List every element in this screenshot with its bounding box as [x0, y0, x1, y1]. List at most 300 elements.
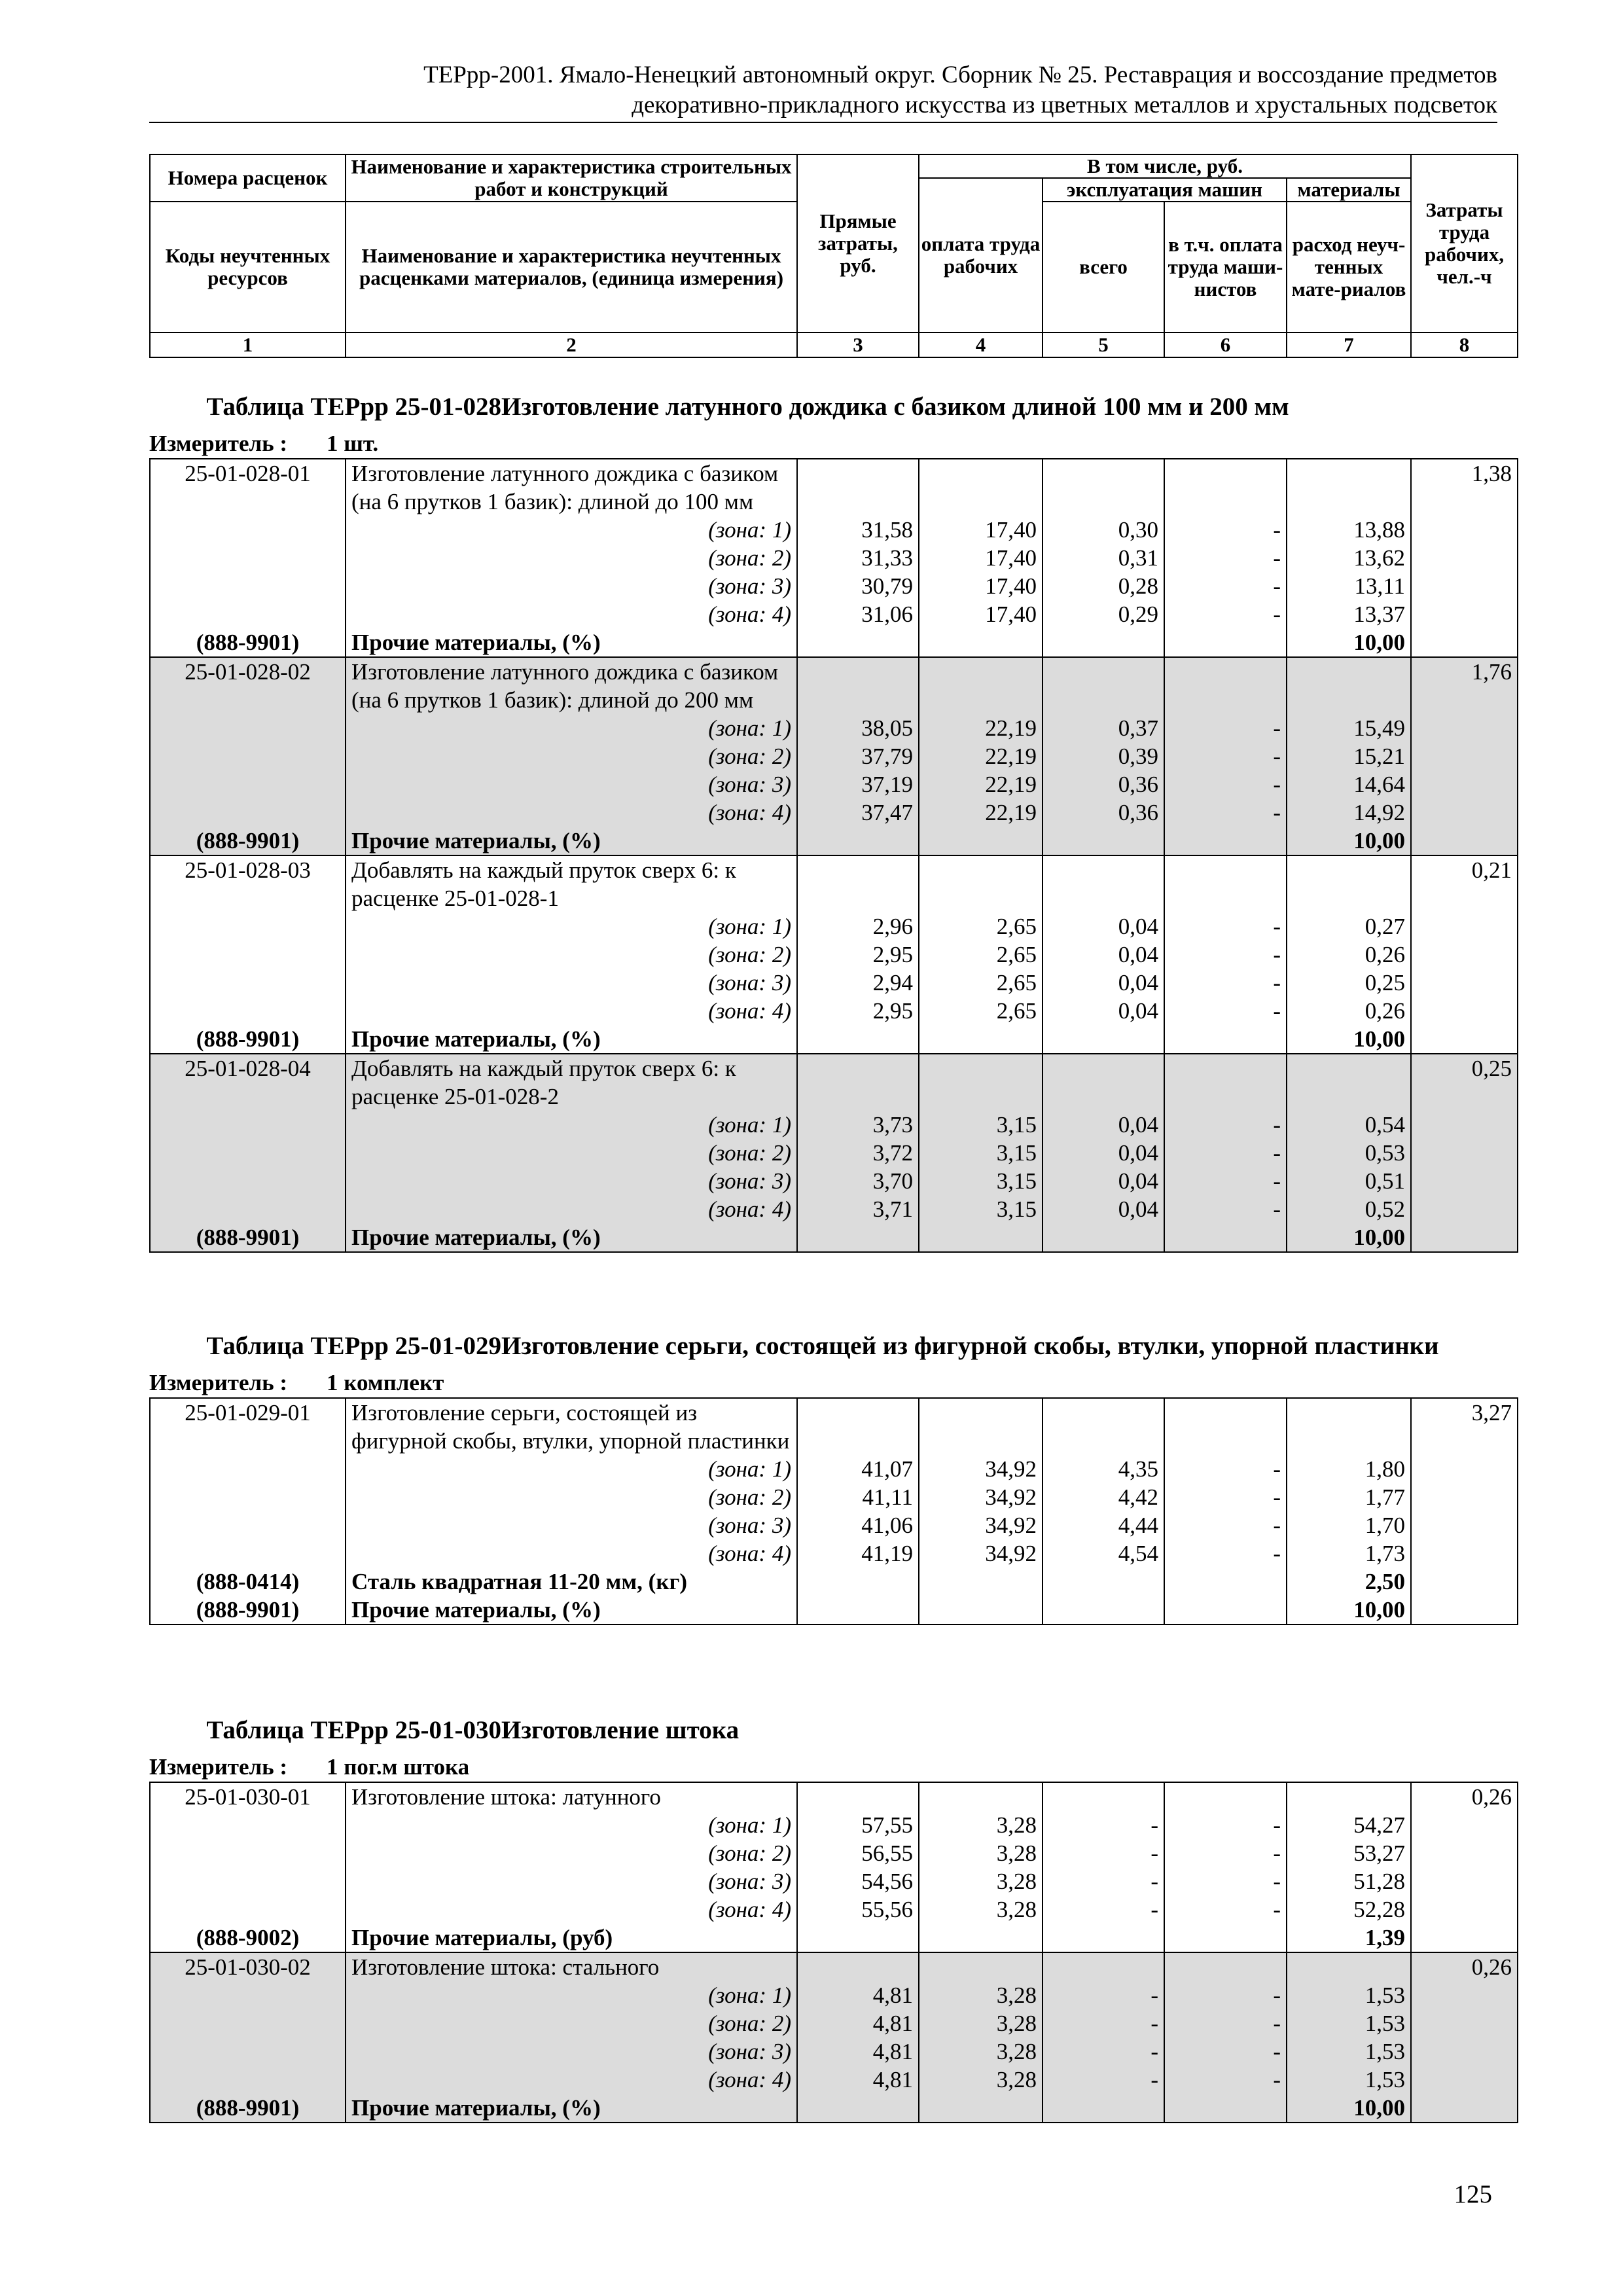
empty-cell — [150, 1867, 346, 1895]
table-heading — [149, 1715, 1497, 1746]
machinist-pay: - — [1164, 2009, 1287, 2037]
page-number: 125 — [1454, 2180, 1492, 2208]
empty-cell — [150, 2009, 346, 2037]
empty-cell — [1043, 1924, 1164, 1952]
machinist-pay: - — [1164, 2066, 1287, 2094]
empty-cell — [150, 1895, 346, 1924]
empty-cell — [150, 742, 346, 770]
materials-cost: 1,73 — [1287, 1539, 1411, 1568]
rate-code: 25-01-028-02 — [150, 657, 346, 714]
empty-cell — [797, 1025, 919, 1054]
materials-cost: 1,53 — [1287, 1981, 1411, 2009]
col-number-6: 6 — [1164, 332, 1287, 357]
col-labor-costs: Затраты труда рабочих, чел.-ч — [1411, 154, 1518, 332]
worker-pay: 17,40 — [919, 600, 1043, 628]
resource-row — [150, 827, 1518, 855]
resource-amount: 1,39 — [1287, 1924, 1411, 1952]
direct-costs: 55,56 — [797, 1895, 919, 1924]
zone-label: (зона: 3) — [346, 1167, 797, 1195]
rate-table — [149, 1782, 1518, 2123]
machines-total: - — [1043, 2009, 1164, 2037]
materials-cost: 13,88 — [1287, 516, 1411, 544]
rate-code: 25-01-028-03 — [150, 855, 346, 912]
empty-cell — [1043, 827, 1164, 855]
zone-row — [150, 1195, 1518, 1223]
empty-cell — [1164, 1596, 1287, 1624]
empty-cell — [1411, 941, 1518, 969]
empty-cell — [797, 1782, 919, 1811]
materials-cost: 53,27 — [1287, 1839, 1411, 1867]
empty-cell — [1411, 969, 1518, 997]
empty-cell — [1043, 2094, 1164, 2123]
column-header-table — [149, 154, 1518, 358]
table-heading — [149, 1331, 1497, 1362]
materials-cost: 52,28 — [1287, 1895, 1411, 1924]
resource-name: Прочие материалы, (руб) — [346, 1924, 797, 1952]
machines-total: 0,36 — [1043, 770, 1164, 798]
empty-cell — [1411, 714, 1518, 742]
measure-unit-value: 1 пог.м штока — [327, 1754, 470, 1780]
zone-row — [150, 742, 1518, 770]
machinist-pay: - — [1164, 1895, 1287, 1924]
direct-costs: 38,05 — [797, 714, 919, 742]
direct-costs: 2,95 — [797, 941, 919, 969]
empty-cell — [797, 827, 919, 855]
running-header-line-2: декоративно-прикладного искусства из цветных металлов и хрустальных подсветок — [632, 92, 1497, 118]
worker-pay: 3,28 — [919, 2066, 1043, 2094]
worker-pay: 34,92 — [919, 1483, 1043, 1511]
col-number-3: 3 — [797, 332, 919, 357]
empty-cell — [1411, 2037, 1518, 2066]
zone-label: (зона: 3) — [346, 1867, 797, 1895]
resource-code: (888-9901) — [150, 1223, 346, 1252]
empty-cell — [150, 941, 346, 969]
worker-pay: 3,28 — [919, 1867, 1043, 1895]
empty-cell — [797, 855, 919, 912]
empty-cell — [797, 1568, 919, 1596]
rate-name: Изготовление штока: стального — [346, 1952, 797, 1981]
zone-label: (зона: 3) — [346, 1511, 797, 1539]
col-unaccounted-name: Наименование и характеристика неучтенных расценками материалов, (единица измерения) — [346, 202, 797, 332]
empty-cell — [1043, 628, 1164, 657]
empty-cell — [797, 1054, 919, 1111]
materials-cost: 15,49 — [1287, 714, 1411, 742]
empty-cell — [1411, 1867, 1518, 1895]
empty-cell — [1287, 657, 1411, 714]
resource-code: (888-9901) — [150, 827, 346, 855]
empty-cell — [1164, 1025, 1287, 1054]
measure-unit-label: Измеритель : — [149, 1370, 288, 1395]
worker-pay: 2,65 — [919, 912, 1043, 941]
direct-costs: 4,81 — [797, 2037, 919, 2066]
zone-row — [150, 572, 1518, 600]
direct-costs: 37,19 — [797, 770, 919, 798]
worker-pay: 3,28 — [919, 2009, 1043, 2037]
rate-name: Изготовление штока: латунного — [346, 1782, 797, 1811]
zone-label: (зона: 1) — [346, 516, 797, 544]
materials-cost: 13,62 — [1287, 544, 1411, 572]
empty-cell — [1287, 459, 1411, 516]
materials-cost: 0,26 — [1287, 941, 1411, 969]
resource-row — [150, 1025, 1518, 1054]
zone-row — [150, 1139, 1518, 1167]
resource-row — [150, 1596, 1518, 1624]
rate-row — [150, 855, 1518, 912]
zone-label: (зона: 4) — [346, 600, 797, 628]
resource-row — [150, 628, 1518, 657]
empty-cell — [797, 1952, 919, 1981]
machines-total: 0,04 — [1043, 912, 1164, 941]
materials-cost: 14,92 — [1287, 798, 1411, 827]
zone-label: (зона: 4) — [346, 798, 797, 827]
resource-amount: 10,00 — [1287, 1223, 1411, 1252]
worker-pay: 22,19 — [919, 798, 1043, 827]
empty-cell — [1411, 770, 1518, 798]
empty-cell — [919, 855, 1043, 912]
empty-cell — [919, 459, 1043, 516]
empty-cell — [1411, 798, 1518, 827]
resource-code: (888-9901) — [150, 2094, 346, 2123]
empty-cell — [150, 798, 346, 827]
machinist-pay: - — [1164, 516, 1287, 544]
machinist-pay: - — [1164, 1483, 1287, 1511]
materials-cost: 0,52 — [1287, 1195, 1411, 1223]
zone-row — [150, 997, 1518, 1025]
zone-label: (зона: 2) — [346, 1139, 797, 1167]
worker-pay: 17,40 — [919, 572, 1043, 600]
empty-cell — [150, 997, 346, 1025]
measure-unit-label: Измеритель : — [149, 431, 288, 456]
empty-cell — [150, 714, 346, 742]
empty-cell — [1164, 657, 1287, 714]
worker-pay: 17,40 — [919, 544, 1043, 572]
worker-pay: 3,15 — [919, 1195, 1043, 1223]
resource-amount: 10,00 — [1287, 1025, 1411, 1054]
direct-costs: 3,71 — [797, 1195, 919, 1223]
empty-cell — [1043, 1568, 1164, 1596]
labor-costs: 0,25 — [1411, 1054, 1518, 1111]
header-rule — [149, 122, 1497, 123]
empty-cell — [1411, 2066, 1518, 2094]
empty-cell — [1411, 1596, 1518, 1624]
measure-unit-value: 1 комплект — [327, 1370, 444, 1395]
labor-costs: 3,27 — [1411, 1398, 1518, 1455]
empty-cell — [1164, 1782, 1287, 1811]
zone-row — [150, 600, 1518, 628]
empty-cell — [1164, 1952, 1287, 1981]
col-number-4: 4 — [919, 332, 1043, 357]
zone-label: (зона: 2) — [346, 941, 797, 969]
machines-total: - — [1043, 1811, 1164, 1839]
measure-unit-value: 1 шт. — [327, 431, 379, 456]
machines-total: 0,04 — [1043, 1167, 1164, 1195]
empty-cell — [1411, 1167, 1518, 1195]
direct-costs: 41,07 — [797, 1455, 919, 1483]
machines-total: 0,29 — [1043, 600, 1164, 628]
empty-cell — [1411, 1111, 1518, 1139]
machinist-pay: - — [1164, 1981, 1287, 2009]
direct-costs: 37,79 — [797, 742, 919, 770]
col-machines-total: всего — [1043, 202, 1164, 332]
empty-cell — [1411, 912, 1518, 941]
empty-cell — [919, 1952, 1043, 1981]
direct-costs: 37,47 — [797, 798, 919, 827]
zone-row — [150, 1539, 1518, 1568]
empty-cell — [1043, 459, 1164, 516]
materials-cost: 0,26 — [1287, 997, 1411, 1025]
zone-row — [150, 770, 1518, 798]
rate-row — [150, 1054, 1518, 1111]
worker-pay: 34,92 — [919, 1539, 1043, 1568]
machines-total: 0,28 — [1043, 572, 1164, 600]
empty-cell — [919, 827, 1043, 855]
zone-row — [150, 714, 1518, 742]
materials-cost: 1,80 — [1287, 1455, 1411, 1483]
machinist-pay: - — [1164, 1455, 1287, 1483]
machinist-pay: - — [1164, 1511, 1287, 1539]
machines-total: 0,04 — [1043, 969, 1164, 997]
zone-label: (зона: 4) — [346, 1539, 797, 1568]
labor-costs: 1,76 — [1411, 657, 1518, 714]
direct-costs: 31,06 — [797, 600, 919, 628]
empty-cell — [919, 1568, 1043, 1596]
zone-label: (зона: 2) — [346, 2009, 797, 2037]
empty-cell — [1411, 1223, 1518, 1252]
measure-unit — [149, 1369, 1497, 1397]
empty-cell — [1411, 1511, 1518, 1539]
machines-total: 0,04 — [1043, 941, 1164, 969]
zone-row — [150, 1455, 1518, 1483]
worker-pay: 3,28 — [919, 1811, 1043, 1839]
machinist-pay: - — [1164, 798, 1287, 827]
table-title: Изготовление серьги, состоящей из фигурной скобы, втулки, упорной пластинки — [501, 1332, 1439, 1360]
zone-row — [150, 1511, 1518, 1539]
zone-row — [150, 941, 1518, 969]
empty-cell — [150, 1111, 346, 1139]
col-machinist-pay: в т.ч. оплата труда маши-нистов — [1164, 202, 1287, 332]
empty-cell — [1411, 1455, 1518, 1483]
empty-cell — [797, 1596, 919, 1624]
empty-cell — [1043, 1223, 1164, 1252]
zone-row — [150, 2009, 1518, 2037]
table-title: Изготовление латунного дождика с базиком длиной 100 мм и 200 мм — [501, 393, 1289, 421]
empty-cell — [1287, 1398, 1411, 1455]
materials-cost: 51,28 — [1287, 1867, 1411, 1895]
measure-unit-label: Измеритель : — [149, 1754, 288, 1780]
empty-cell — [150, 544, 346, 572]
machines-total: 4,54 — [1043, 1539, 1164, 1568]
empty-cell — [919, 1054, 1043, 1111]
zone-row — [150, 1981, 1518, 2009]
machines-total: 0,04 — [1043, 1111, 1164, 1139]
materials-cost: 1,77 — [1287, 1483, 1411, 1511]
machines-total: - — [1043, 1867, 1164, 1895]
empty-cell — [150, 1511, 346, 1539]
materials-cost: 1,70 — [1287, 1511, 1411, 1539]
zone-row — [150, 798, 1518, 827]
zone-label: (зона: 1) — [346, 714, 797, 742]
resource-code: (888-9901) — [150, 1596, 346, 1624]
zone-label: (зона: 1) — [346, 912, 797, 941]
resource-amount: 2,50 — [1287, 1568, 1411, 1596]
empty-cell — [1164, 628, 1287, 657]
empty-cell — [1287, 1952, 1411, 1981]
machinist-pay: - — [1164, 912, 1287, 941]
zone-label: (зона: 2) — [346, 1839, 797, 1867]
col-rate-numbers: Номера расценок — [150, 154, 346, 202]
measure-unit — [149, 429, 1497, 458]
empty-cell — [919, 657, 1043, 714]
worker-pay: 2,65 — [919, 997, 1043, 1025]
zone-label: (зона: 1) — [346, 1455, 797, 1483]
empty-cell — [1043, 1596, 1164, 1624]
empty-cell — [1411, 742, 1518, 770]
direct-costs: 57,55 — [797, 1811, 919, 1839]
col-unaccounted-materials: расход неуч-тенных мате-риалов — [1287, 202, 1411, 332]
worker-pay: 3,15 — [919, 1111, 1043, 1139]
rate-code: 25-01-028-01 — [150, 459, 346, 516]
empty-cell — [919, 1924, 1043, 1952]
machines-total: 0,37 — [1043, 714, 1164, 742]
zone-label: (зона: 3) — [346, 2037, 797, 2066]
empty-cell — [150, 1167, 346, 1195]
empty-cell — [797, 1924, 919, 1952]
materials-cost: 1,53 — [1287, 2009, 1411, 2037]
resource-amount: 10,00 — [1287, 1596, 1411, 1624]
col-number-5: 5 — [1043, 332, 1164, 357]
empty-cell — [150, 572, 346, 600]
empty-cell — [1411, 1981, 1518, 2009]
empty-cell — [1164, 459, 1287, 516]
materials-cost: 0,51 — [1287, 1167, 1411, 1195]
zone-label: (зона: 4) — [346, 1895, 797, 1924]
zone-label: (зона: 2) — [346, 742, 797, 770]
direct-costs: 41,11 — [797, 1483, 919, 1511]
table-number: Таблица ТЕРрр 25-01-028 — [206, 393, 501, 421]
direct-costs: 54,56 — [797, 1867, 919, 1895]
zone-label: (зона: 2) — [346, 1483, 797, 1511]
direct-costs: 2,94 — [797, 969, 919, 997]
empty-cell — [1164, 1054, 1287, 1111]
empty-cell — [797, 459, 919, 516]
zone-label: (зона: 3) — [346, 770, 797, 798]
worker-pay: 3,15 — [919, 1167, 1043, 1195]
resource-name: Прочие материалы, (%) — [346, 1025, 797, 1054]
empty-cell — [150, 1483, 346, 1511]
empty-cell — [1411, 1483, 1518, 1511]
empty-cell — [1164, 855, 1287, 912]
empty-cell — [1043, 1398, 1164, 1455]
zone-row — [150, 516, 1518, 544]
rate-row — [150, 459, 1518, 516]
resource-code: (888-9002) — [150, 1924, 346, 1952]
table-number: Таблица ТЕРрр 25-01-030 — [206, 1716, 501, 1744]
empty-cell — [1043, 855, 1164, 912]
resource-row — [150, 1223, 1518, 1252]
col-number-1: 1 — [150, 332, 346, 357]
empty-cell — [1164, 1223, 1287, 1252]
rate-row — [150, 657, 1518, 714]
empty-cell — [150, 912, 346, 941]
direct-costs: 41,06 — [797, 1511, 919, 1539]
worker-pay: 2,65 — [919, 969, 1043, 997]
zone-label: (зона: 1) — [346, 1111, 797, 1139]
empty-cell — [1164, 1924, 1287, 1952]
empty-cell — [919, 1223, 1043, 1252]
rate-name: Добавлять на каждый пруток сверх 6: к расценке 25-01-028-2 — [346, 1054, 797, 1111]
rate-table-section — [149, 391, 1512, 1253]
rate-name: Добавлять на каждый пруток сверх 6: к расценке 25-01-028-1 — [346, 855, 797, 912]
empty-cell — [150, 600, 346, 628]
machines-total: - — [1043, 2037, 1164, 2066]
worker-pay: 3,15 — [919, 1139, 1043, 1167]
col-resource-codes: Коды неучтенных ресурсов — [150, 202, 346, 332]
machinist-pay: - — [1164, 1867, 1287, 1895]
direct-costs: 3,73 — [797, 1111, 919, 1139]
labor-costs: 0,26 — [1411, 1952, 1518, 1981]
empty-cell — [150, 1839, 346, 1867]
materials-cost: 14,64 — [1287, 770, 1411, 798]
zone-row — [150, 912, 1518, 941]
rate-table-section — [149, 1715, 1512, 2123]
rate-row — [150, 1952, 1518, 1981]
empty-cell — [1411, 628, 1518, 657]
worker-pay: 22,19 — [919, 770, 1043, 798]
empty-cell — [150, 516, 346, 544]
machines-total: 0,30 — [1043, 516, 1164, 544]
empty-cell — [919, 1596, 1043, 1624]
table-number: Таблица ТЕРрр 25-01-029 — [206, 1332, 501, 1360]
zone-row — [150, 1895, 1518, 1924]
machinist-pay: - — [1164, 1811, 1287, 1839]
direct-costs: 31,33 — [797, 544, 919, 572]
direct-costs: 3,70 — [797, 1167, 919, 1195]
worker-pay: 17,40 — [919, 516, 1043, 544]
machinist-pay: - — [1164, 600, 1287, 628]
empty-cell — [150, 1981, 346, 2009]
machines-total: 0,36 — [1043, 798, 1164, 827]
machines-total: 0,04 — [1043, 1139, 1164, 1167]
empty-cell — [797, 628, 919, 657]
running-header-line-1: ТЕРрр-2001. Ямало-Ненецкий автономный округ. Сборник № 25. Реставрация и воссоздание предметов — [423, 62, 1497, 88]
zone-label: (зона: 1) — [346, 1981, 797, 2009]
direct-costs: 30,79 — [797, 572, 919, 600]
empty-cell — [797, 1398, 919, 1455]
materials-cost: 1,53 — [1287, 2066, 1411, 2094]
machines-total: - — [1043, 1981, 1164, 2009]
machinist-pay: - — [1164, 572, 1287, 600]
zone-label: (зона: 4) — [346, 1195, 797, 1223]
empty-cell — [150, 969, 346, 997]
machinist-pay: - — [1164, 1539, 1287, 1568]
empty-cell — [1043, 1025, 1164, 1054]
machinist-pay: - — [1164, 969, 1287, 997]
empty-cell — [1043, 1782, 1164, 1811]
col-including: В том числе, руб. — [919, 154, 1411, 178]
machinist-pay: - — [1164, 1139, 1287, 1167]
machinist-pay: - — [1164, 1839, 1287, 1867]
empty-cell — [150, 1455, 346, 1483]
worker-pay: 34,92 — [919, 1511, 1043, 1539]
empty-cell — [1411, 572, 1518, 600]
empty-cell — [1411, 1839, 1518, 1867]
empty-cell — [919, 1398, 1043, 1455]
resource-name: Прочие материалы, (%) — [346, 1223, 797, 1252]
rate-code: 25-01-030-02 — [150, 1952, 346, 1981]
col-machine-ops: эксплуатация машин — [1043, 178, 1287, 202]
rate-row — [150, 1398, 1518, 1455]
empty-cell — [919, 1025, 1043, 1054]
